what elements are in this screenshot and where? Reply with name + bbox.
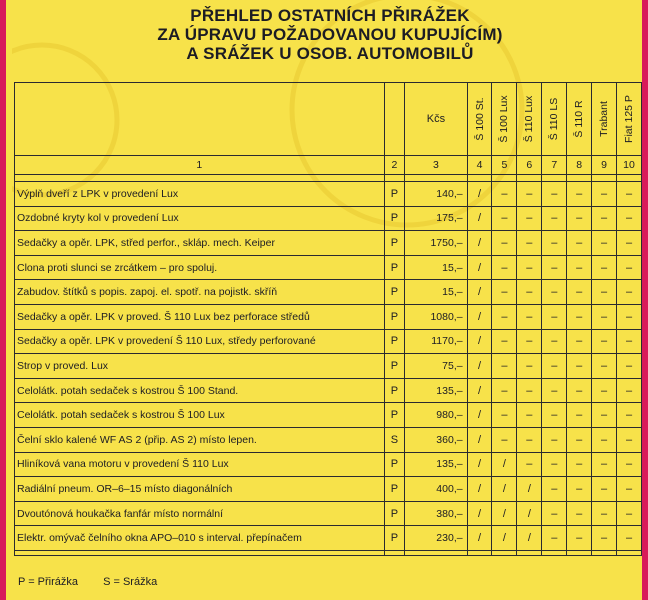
- model-applicability-mark: –: [592, 403, 617, 428]
- model-applicability-mark: /: [467, 304, 492, 329]
- model-applicability-mark: –: [592, 182, 617, 207]
- model-applicability-mark: –: [617, 452, 642, 477]
- model-applicability-mark: /: [467, 477, 492, 502]
- model-applicability-mark: –: [567, 206, 592, 231]
- table-row: [15, 182, 642, 207]
- model-applicability-mark: –: [492, 378, 517, 403]
- table-row: [15, 526, 642, 551]
- item-price: 15,–: [405, 280, 467, 305]
- header-model-6: Trabant: [592, 83, 617, 156]
- item-description: Sedačky a opěr. LPK, střed perfor., skláp. mech. Keiper: [15, 231, 385, 256]
- item-description: Radiální pneum. OR–6–15 místo diagonálních: [15, 477, 385, 502]
- model-applicability-mark: –: [617, 427, 642, 452]
- model-applicability-mark: –: [592, 501, 617, 526]
- model-applicability-mark: /: [467, 280, 492, 305]
- table-body: [15, 182, 642, 556]
- header-description-cell: [15, 83, 385, 156]
- item-price: 1750,–: [405, 231, 467, 256]
- model-applicability-mark: –: [592, 280, 617, 305]
- model-applicability-mark: /: [467, 452, 492, 477]
- model-applicability-mark: /: [467, 255, 492, 280]
- item-price: 360,–: [405, 427, 467, 452]
- item-description: Sedačky a opěr. LPK v provedení Š 110 Lux, středy perforované: [15, 329, 385, 354]
- header-row: [15, 83, 642, 156]
- legend: [18, 576, 179, 588]
- model-applicability-mark: –: [517, 231, 542, 256]
- model-applicability-mark: –: [542, 427, 567, 452]
- table-row: [15, 206, 642, 231]
- model-applicability-mark: –: [517, 329, 542, 354]
- model-applicability-mark: –: [617, 526, 642, 551]
- model-applicability-mark: –: [542, 206, 567, 231]
- item-description: Celolátk. potah sedaček s kostrou Š 100 Lux: [15, 403, 385, 428]
- model-applicability-mark: –: [567, 329, 592, 354]
- model-applicability-mark: /: [467, 526, 492, 551]
- model-applicability-mark: –: [592, 526, 617, 551]
- model-applicability-mark: –: [542, 378, 567, 403]
- model-applicability-mark: /: [492, 501, 517, 526]
- table-row: [15, 255, 642, 280]
- model-applicability-mark: –: [517, 354, 542, 379]
- item-code: P: [384, 477, 405, 502]
- item-price: 230,–: [405, 526, 467, 551]
- model-applicability-mark: –: [567, 501, 592, 526]
- model-applicability-mark: –: [492, 403, 517, 428]
- column-number: 10: [617, 156, 642, 175]
- column-number: 5: [492, 156, 517, 175]
- item-price: 1170,–: [405, 329, 467, 354]
- model-applicability-mark: –: [592, 329, 617, 354]
- model-applicability-mark: –: [592, 206, 617, 231]
- model-applicability-mark: /: [492, 526, 517, 551]
- model-applicability-mark: –: [492, 255, 517, 280]
- title-line-3: A SRÁŽEK U OSOB. AUTOMOBILŮ: [186, 44, 474, 63]
- model-applicability-mark: –: [492, 231, 517, 256]
- header-model-7: Fiat 125 P: [617, 83, 642, 156]
- header-model-1: Š 100 St.: [467, 83, 492, 156]
- header-model-2: Š 100 Lux: [492, 83, 517, 156]
- model-applicability-mark: /: [492, 452, 517, 477]
- model-applicability-mark: –: [592, 452, 617, 477]
- model-applicability-mark: –: [542, 280, 567, 305]
- item-price: 1080,–: [405, 304, 467, 329]
- model-applicability-mark: –: [567, 526, 592, 551]
- model-applicability-mark: –: [567, 182, 592, 207]
- model-applicability-mark: –: [492, 182, 517, 207]
- table-row: [15, 403, 642, 428]
- model-applicability-mark: –: [492, 280, 517, 305]
- model-applicability-mark: –: [617, 354, 642, 379]
- item-price: 980,–: [405, 403, 467, 428]
- item-price: 15,–: [405, 255, 467, 280]
- item-code: P: [384, 280, 405, 305]
- model-applicability-mark: –: [542, 182, 567, 207]
- model-applicability-mark: /: [467, 206, 492, 231]
- column-number-row: [15, 156, 642, 175]
- model-applicability-mark: –: [592, 477, 617, 502]
- model-applicability-mark: –: [567, 255, 592, 280]
- title-line-2: ZA ÚPRAVU POŽADOVANOU KUPUJÍCÍM): [157, 25, 503, 44]
- item-code: P: [384, 526, 405, 551]
- model-applicability-mark: –: [567, 452, 592, 477]
- item-code: P: [384, 501, 405, 526]
- item-description: Čelní sklo kalené WF AS 2 (přip. AS 2) místo lepen.: [15, 427, 385, 452]
- model-applicability-mark: –: [517, 182, 542, 207]
- model-applicability-mark: –: [617, 206, 642, 231]
- model-applicability-mark: /: [467, 354, 492, 379]
- header-model-4: Š 110 LS: [542, 83, 567, 156]
- column-number: 3: [405, 156, 467, 175]
- model-applicability-mark: –: [517, 452, 542, 477]
- model-applicability-mark: –: [592, 354, 617, 379]
- item-description: Sedačky a opěr. LPK v proved. Š 110 Lux bez perforace středů: [15, 304, 385, 329]
- table-row: [15, 304, 642, 329]
- model-applicability-mark: /: [467, 182, 492, 207]
- model-applicability-mark: –: [592, 304, 617, 329]
- table-row: [15, 477, 642, 502]
- model-applicability-mark: –: [592, 255, 617, 280]
- model-applicability-mark: –: [517, 304, 542, 329]
- model-applicability-mark: –: [617, 403, 642, 428]
- model-applicability-mark: /: [492, 477, 517, 502]
- model-applicability-mark: –: [617, 378, 642, 403]
- model-applicability-mark: –: [567, 280, 592, 305]
- item-price: 380,–: [405, 501, 467, 526]
- item-price: 75,–: [405, 354, 467, 379]
- model-applicability-mark: –: [567, 477, 592, 502]
- model-applicability-mark: –: [567, 427, 592, 452]
- item-code: P: [384, 329, 405, 354]
- item-code: P: [384, 182, 405, 207]
- item-price: 400,–: [405, 477, 467, 502]
- bottom-spacer-row: [15, 550, 642, 555]
- item-description: Clona proti slunci se zrcátkem – pro spoluj.: [15, 255, 385, 280]
- model-applicability-mark: –: [492, 304, 517, 329]
- model-applicability-mark: –: [542, 452, 567, 477]
- item-description: Výplň dveří z LPK v provedení Lux: [15, 182, 385, 207]
- table-row: [15, 501, 642, 526]
- model-applicability-mark: –: [567, 354, 592, 379]
- model-applicability-mark: –: [567, 231, 592, 256]
- item-code: S: [384, 427, 405, 452]
- item-description: Elektr. omývač čelního okna APO–010 s interval. přepínačem: [15, 526, 385, 551]
- model-applicability-mark: –: [617, 280, 642, 305]
- item-description: Ozdobné kryty kol v provedení Lux: [15, 206, 385, 231]
- model-applicability-mark: –: [542, 526, 567, 551]
- header-model-5: Š 110 R: [567, 83, 592, 156]
- model-applicability-mark: /: [467, 329, 492, 354]
- spacer-row: [15, 175, 642, 182]
- legend-discount: S = Srážka: [103, 576, 158, 588]
- model-applicability-mark: –: [617, 304, 642, 329]
- model-applicability-mark: –: [542, 304, 567, 329]
- document-title: [12, 6, 648, 63]
- item-description: Dvoutónová houkačka fanfár místo normální: [15, 501, 385, 526]
- model-applicability-mark: –: [542, 501, 567, 526]
- model-applicability-mark: /: [467, 403, 492, 428]
- table-row: [15, 378, 642, 403]
- table-row: [15, 452, 642, 477]
- model-applicability-mark: –: [492, 354, 517, 379]
- model-applicability-mark: –: [567, 304, 592, 329]
- model-applicability-mark: –: [517, 427, 542, 452]
- model-applicability-mark: –: [542, 231, 567, 256]
- column-number: 6: [517, 156, 542, 175]
- model-applicability-mark: –: [517, 280, 542, 305]
- item-code: P: [384, 304, 405, 329]
- model-applicability-mark: –: [542, 354, 567, 379]
- item-code: P: [384, 452, 405, 477]
- model-applicability-mark: –: [517, 255, 542, 280]
- model-applicability-mark: –: [542, 329, 567, 354]
- item-description: Strop v proved. Lux: [15, 354, 385, 379]
- model-applicability-mark: –: [617, 501, 642, 526]
- item-price: 135,–: [405, 452, 467, 477]
- item-description: Hliníková vana motoru v provedení Š 110 Lux: [15, 452, 385, 477]
- table-row: [15, 329, 642, 354]
- model-applicability-mark: /: [467, 231, 492, 256]
- table-row: [15, 231, 642, 256]
- column-number: 4: [467, 156, 492, 175]
- header-code-cell: [384, 83, 405, 156]
- legend-surcharge: P = Přirážka: [18, 576, 79, 588]
- model-applicability-mark: –: [592, 231, 617, 256]
- item-code: P: [384, 354, 405, 379]
- model-applicability-mark: /: [517, 501, 542, 526]
- surcharge-table: [14, 82, 642, 556]
- header-model-3: Š 110 Lux: [517, 83, 542, 156]
- model-applicability-mark: –: [492, 329, 517, 354]
- item-description: Zabudov. štítků s popis. zapoj. el. spotř. na pojistk. skříň: [15, 280, 385, 305]
- model-applicability-mark: –: [567, 403, 592, 428]
- model-applicability-mark: –: [592, 378, 617, 403]
- item-code: P: [384, 206, 405, 231]
- model-applicability-mark: –: [517, 403, 542, 428]
- item-code: P: [384, 403, 405, 428]
- model-applicability-mark: –: [617, 329, 642, 354]
- model-applicability-mark: –: [542, 403, 567, 428]
- table-row: [15, 354, 642, 379]
- model-applicability-mark: /: [517, 477, 542, 502]
- model-applicability-mark: –: [617, 255, 642, 280]
- model-applicability-mark: /: [517, 526, 542, 551]
- model-applicability-mark: –: [567, 378, 592, 403]
- model-applicability-mark: /: [467, 378, 492, 403]
- model-applicability-mark: –: [542, 477, 567, 502]
- model-applicability-mark: –: [492, 206, 517, 231]
- model-applicability-mark: –: [492, 427, 517, 452]
- column-number: 8: [567, 156, 592, 175]
- column-number: 2: [384, 156, 405, 175]
- model-applicability-mark: –: [617, 182, 642, 207]
- item-description: Celolátk. potah sedaček s kostrou Š 100 Stand.: [15, 378, 385, 403]
- item-price: 135,–: [405, 378, 467, 403]
- item-price: 140,–: [405, 182, 467, 207]
- model-applicability-mark: –: [517, 206, 542, 231]
- model-applicability-mark: –: [617, 231, 642, 256]
- table-row: [15, 280, 642, 305]
- model-applicability-mark: /: [467, 501, 492, 526]
- model-applicability-mark: /: [467, 427, 492, 452]
- title-line-1: PŘEHLED OSTATNÍCH PŘIRÁŽEK: [190, 6, 470, 25]
- model-applicability-mark: –: [517, 378, 542, 403]
- model-applicability-mark: –: [592, 427, 617, 452]
- header-price-label: Kčs: [405, 83, 467, 156]
- column-number: 9: [592, 156, 617, 175]
- column-number: 7: [542, 156, 567, 175]
- item-code: P: [384, 255, 405, 280]
- item-price: 175,–: [405, 206, 467, 231]
- model-applicability-mark: –: [617, 477, 642, 502]
- item-code: P: [384, 378, 405, 403]
- item-code: P: [384, 231, 405, 256]
- column-number: 1: [15, 156, 385, 175]
- table-row: [15, 427, 642, 452]
- model-applicability-mark: –: [542, 255, 567, 280]
